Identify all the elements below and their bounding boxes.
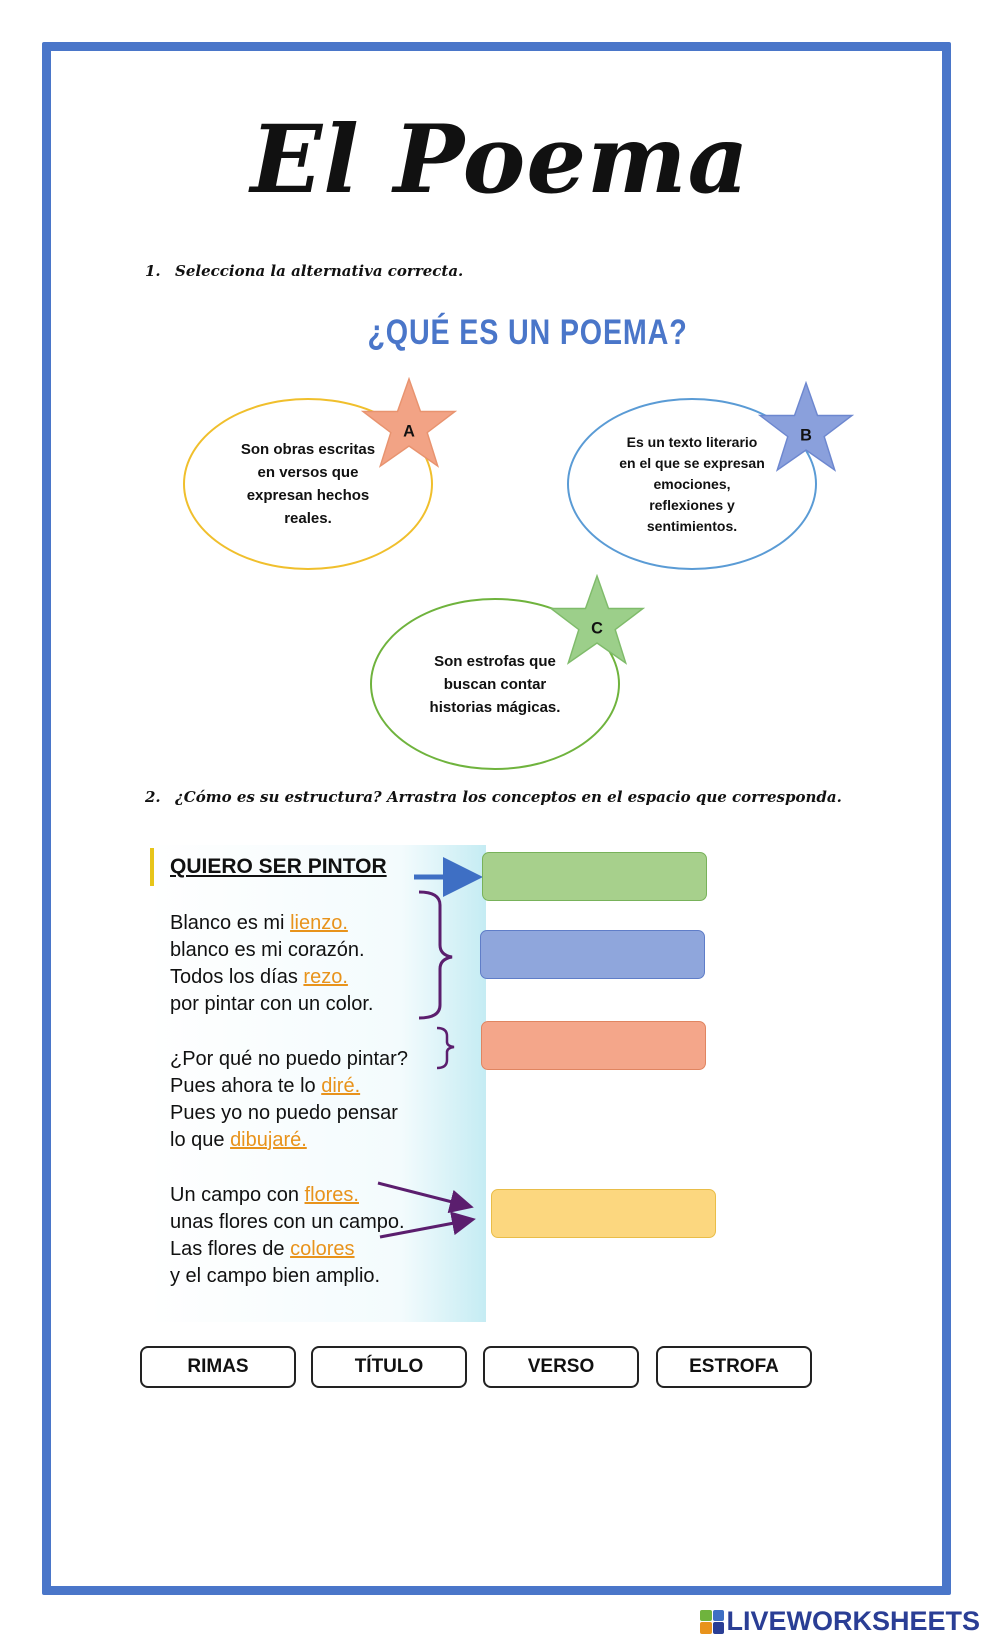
option-c-line: buscan contar [443, 675, 547, 693]
drop-zone-stanza[interactable] [480, 930, 705, 979]
verse-brace-icon [437, 1028, 454, 1068]
rhyme-word: colores [290, 1238, 355, 1260]
poem-verse: Todos los días rezo. [170, 966, 348, 988]
option-b-letter: B [800, 426, 812, 445]
option-a-letter: A [403, 422, 415, 441]
poem-verse: lo que dibujaré. [170, 1129, 307, 1151]
poem-title: QUIERO SER PINTOR [170, 855, 387, 878]
option-a-line: Son obras escritas [240, 441, 376, 458]
word-titulo-button[interactable]: TÍTULO [311, 1346, 467, 1388]
brand-name: LIVEWORKSHEETS [726, 1606, 980, 1636]
option-b-line: en el que se expresan [619, 454, 765, 471]
poem-verse: Pues ahora te lo diré. [170, 1075, 361, 1097]
option-b-line: reflexiones y [649, 496, 735, 513]
word-estrofa-button[interactable]: ESTROFA [656, 1346, 812, 1388]
poem-verse: ¿Por qué no puedo pintar? [170, 1048, 408, 1070]
option-b-line: sentimientos. [646, 517, 738, 534]
rhyme-word: rezo. [303, 966, 348, 988]
rhyme-word: diré. [321, 1075, 361, 1097]
instruction-2-text: ¿Cómo es su estructura? Arrastra los conceptos en el espacio que corresponda. [175, 788, 842, 806]
poem-verse: unas flores con un campo. [170, 1211, 405, 1233]
drop-zone-rhymes[interactable] [491, 1189, 716, 1238]
poem-verse: Pues yo no puedo pensar [170, 1102, 398, 1124]
question-heading: ¿QUÉ ES UN POEMA? [367, 313, 688, 352]
poem-verse: por pintar con un color. [170, 993, 374, 1015]
option-a-line: expresan hechos [246, 487, 370, 504]
rhyme-word: lienzo. [290, 912, 348, 934]
word-verso-button[interactable]: VERSO [483, 1346, 639, 1388]
rhyme-arrow-icon [378, 1183, 468, 1206]
word-rimas-button[interactable]: RIMAS [140, 1346, 296, 1388]
liveworksheets-icon [700, 1610, 724, 1634]
poem-verse: Las flores de colores [170, 1238, 355, 1260]
poem-verse: blanco es mi corazón. [170, 939, 365, 961]
poem-verse: Blanco es mi lienzo. [170, 912, 348, 934]
option-a-line: en versos que [257, 464, 359, 481]
option-b-line: Es un texto literario [626, 433, 758, 450]
option-c-line: historias mágicas. [429, 698, 561, 716]
option-a-line: reales. [284, 510, 332, 527]
drop-zone-verse[interactable] [481, 1021, 706, 1070]
poem-verse: Un campo con flores. [170, 1184, 359, 1206]
option-b-line: emociones, [653, 475, 731, 492]
page-title: El Poema [250, 105, 750, 215]
option-c-letter: C [591, 619, 603, 638]
instruction-1-text: Selecciona la alternativa correcta. [175, 262, 464, 280]
poem-verse: y el campo bien amplio. [170, 1265, 381, 1287]
rhyme-word: dibujaré. [230, 1129, 307, 1151]
instruction-1-number: 1. [145, 262, 161, 280]
rhyme-arrow-icon [380, 1220, 470, 1237]
drop-zone-title[interactable] [482, 852, 707, 901]
rhyme-word: flores. [304, 1184, 359, 1206]
stanza-brace-icon [419, 892, 452, 1018]
instruction-2-number: 2. [145, 788, 161, 806]
option-c-line: Son estrofas que [434, 652, 556, 670]
liveworksheets-logo [700, 1606, 980, 1637]
